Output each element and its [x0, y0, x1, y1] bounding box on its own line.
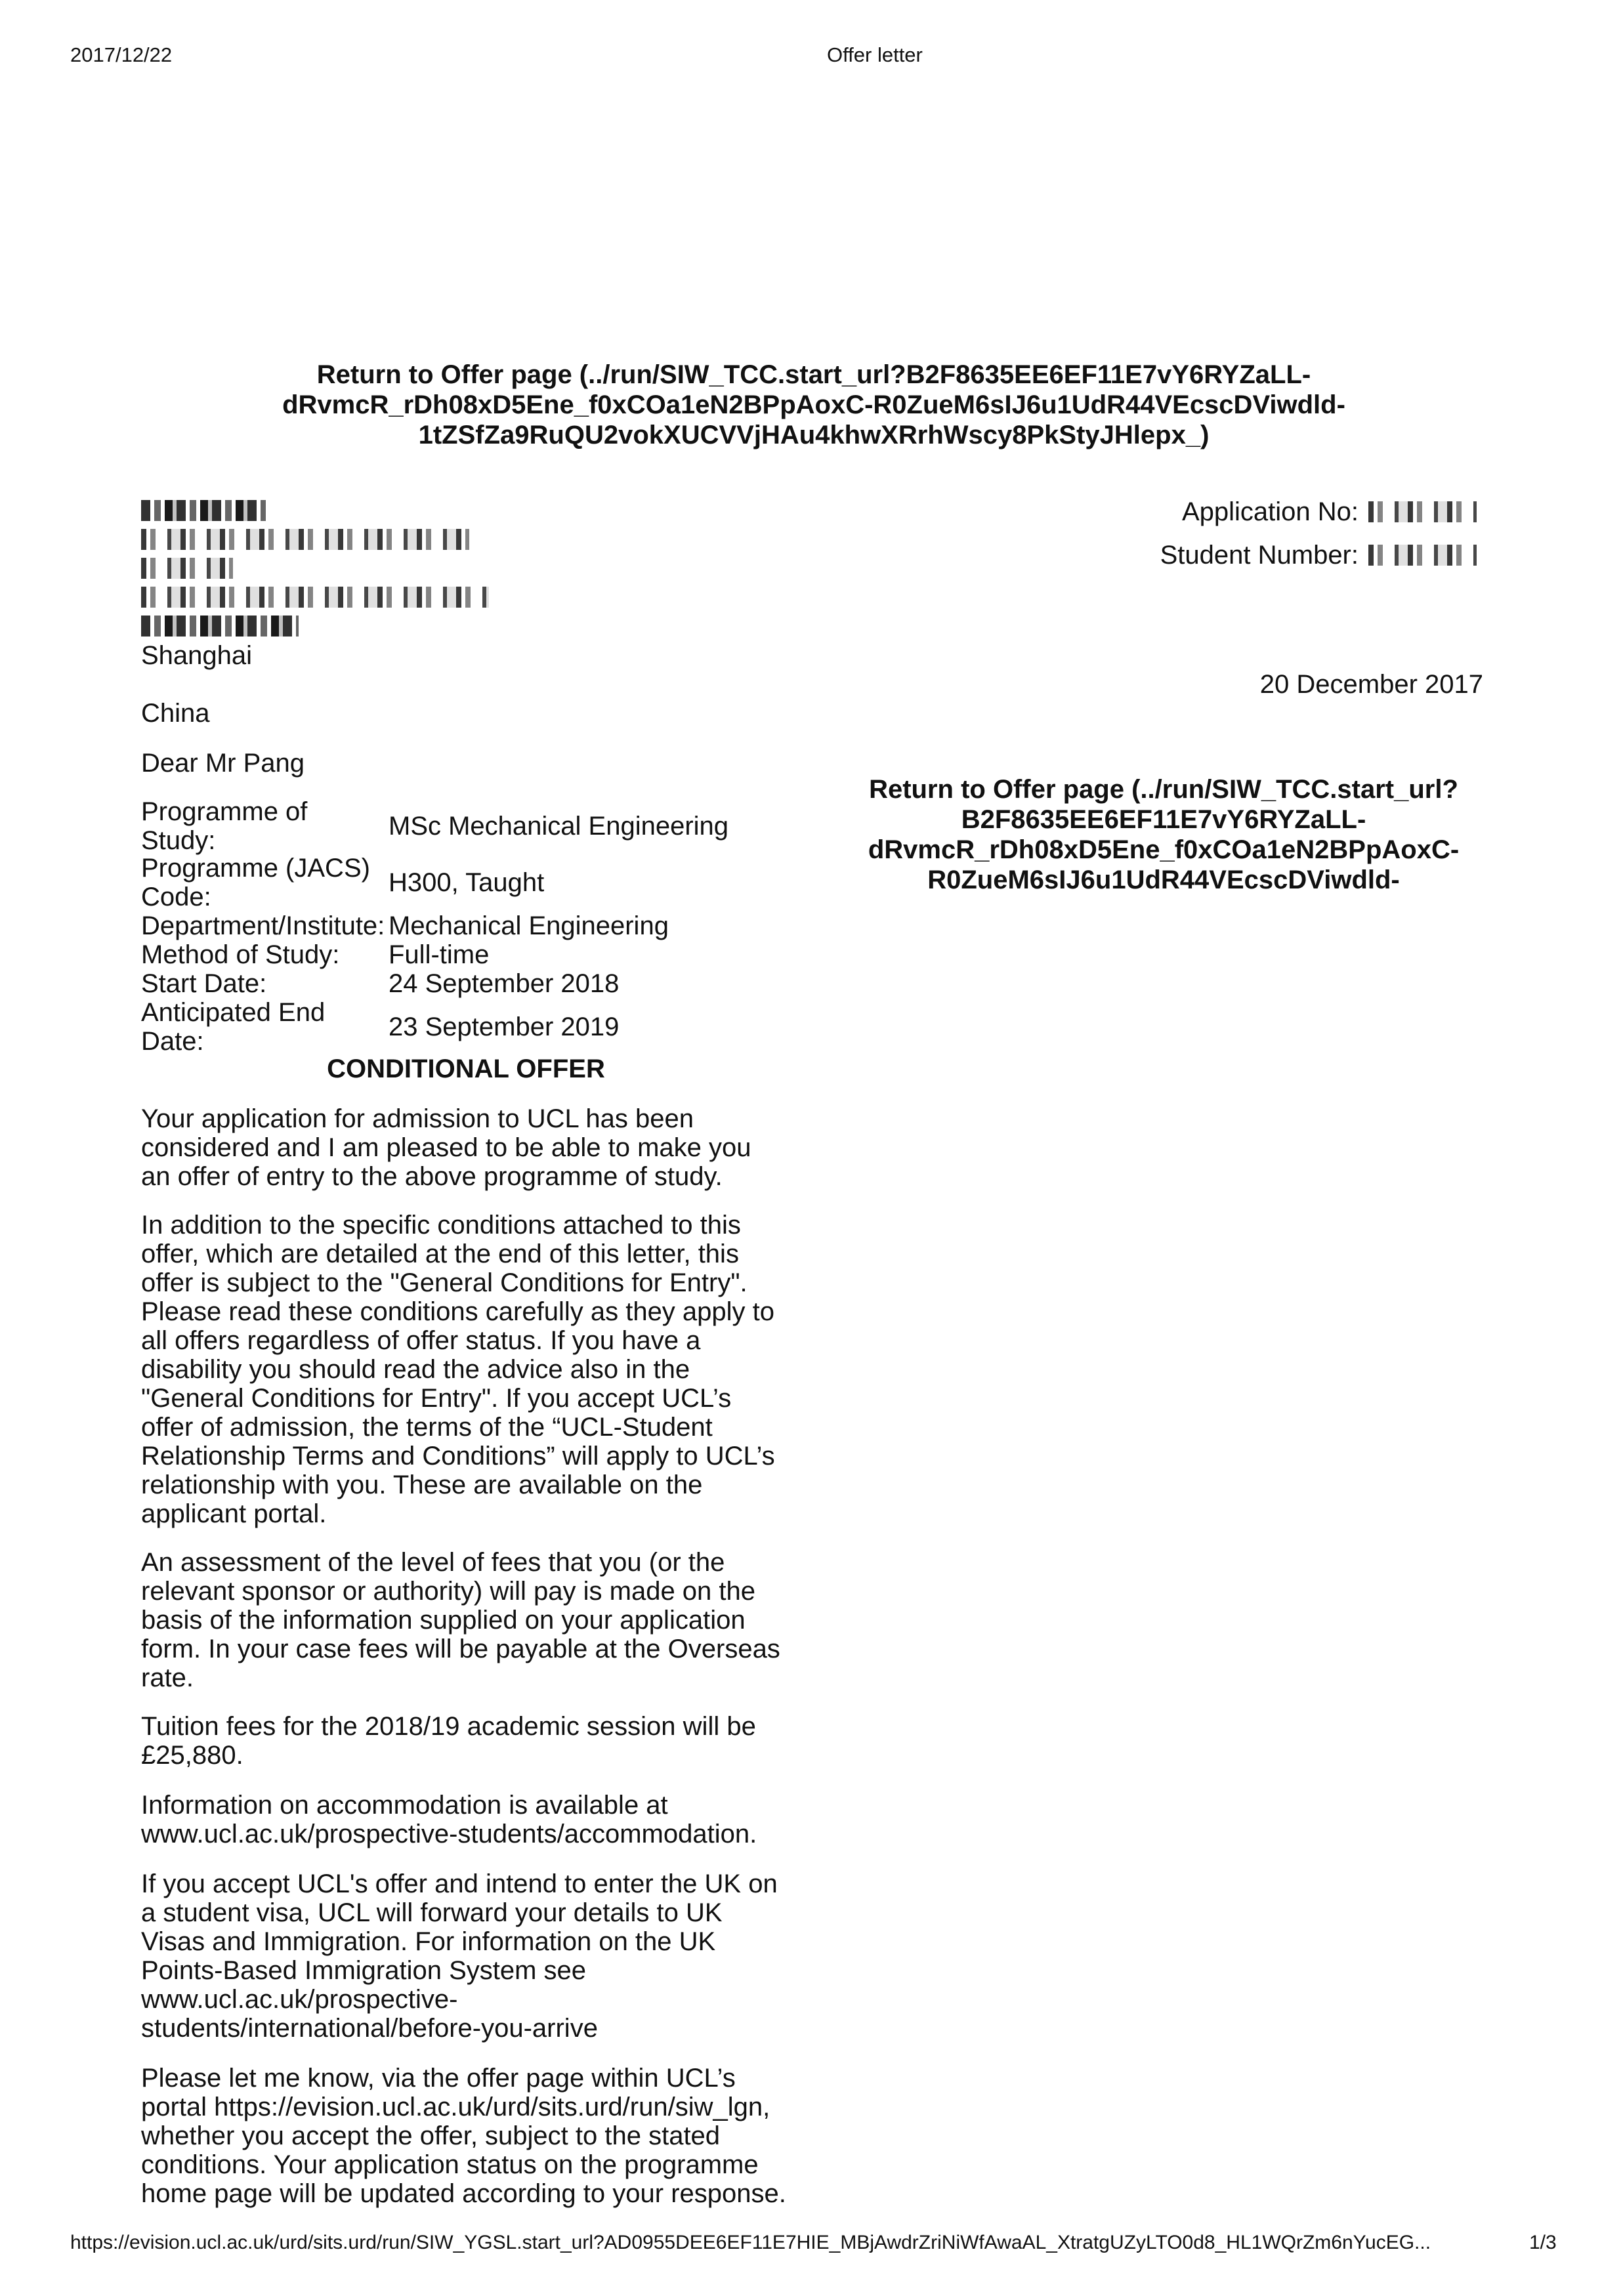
paragraph-line: disability you should read the advice also in the	[141, 1355, 690, 1384]
paragraph-intro	[141, 1104, 797, 1191]
redacted-address-line	[141, 616, 299, 637]
paragraph-line: Relationship Terms and Conditions” will apply to UCL’s	[141, 1442, 775, 1471]
paragraph-line: offer of admission, the terms of the “UCL-Student	[141, 1413, 713, 1442]
start-date-label	[141, 969, 384, 998]
label-line: Department/Institute:	[141, 911, 385, 940]
paragraph-line: home page will be updated according to your response.	[141, 2179, 786, 2208]
paragraph-line: all offers regardless of offer status. If you have a	[141, 1326, 701, 1355]
redacted-address-line	[141, 529, 469, 550]
paragraph-line: Tuition fees for the 2018/19 academic session will be	[141, 1712, 756, 1741]
paragraph-line: Visas and Immigration. For information on the UK	[141, 1927, 716, 1956]
page-number: 1/3	[1529, 2232, 1557, 2253]
return-link-line: dRvmcR_rDh08xD5Ene_f0xCOa1eN2BPpAoxC-	[868, 835, 1460, 864]
return-to-offer-link[interactable]	[223, 360, 1404, 450]
offer-heading: CONDITIONAL OFFER	[327, 1054, 605, 1083]
label-line: Method of Study:	[141, 940, 340, 969]
paragraph-line: £25,880.	[141, 1741, 243, 1770]
paragraph-accept-offer	[141, 2064, 797, 2208]
paragraph-line: students/international/before-you-arrive	[141, 2014, 598, 2043]
paragraph-fees-assessment	[141, 1548, 797, 1692]
label-line: Programme of	[141, 797, 308, 826]
label-line: Date:	[141, 1027, 204, 1056]
salutation: Dear Mr Pang	[141, 749, 305, 778]
paragraph-line: www.ucl.ac.uk/prospective-students/accommodation.	[141, 1820, 757, 1848]
paragraph-line: applicant portal.	[141, 1499, 327, 1528]
paragraph-visa	[141, 1869, 797, 2043]
return-link-line: dRvmcR_rDh08xD5Ene_f0xCOa1eN2BPpAoxC-R0ZueM6sIJ6u1UdR44VEcscDViwdld-	[282, 390, 1345, 419]
department-value: Mechanical Engineering	[389, 911, 669, 940]
address-city: Shanghai	[141, 641, 253, 670]
paragraph-line: www.ucl.ac.uk/prospective-	[141, 1985, 458, 2014]
method-label	[141, 940, 384, 969]
label-line: Anticipated End	[141, 998, 326, 1027]
application-number-label: Application No:	[1181, 497, 1359, 526]
return-to-offer-link-secondary[interactable]	[806, 774, 1521, 895]
paragraph-line: form. In your case fees will be payable at the Overseas	[141, 1635, 780, 1663]
paragraph-line: conditions. Your application status on the programme	[141, 2150, 759, 2179]
paragraph-line: an offer of entry to the above programme of study.	[141, 1162, 723, 1191]
paragraph-tuition-fees	[141, 1712, 797, 1770]
paragraph-line: Please read these conditions carefully as they apply to	[141, 1297, 775, 1326]
paragraph-conditions	[141, 1211, 797, 1528]
paragraph-line: rate.	[141, 1663, 194, 1692]
paragraph-line: basis of the information supplied on your application	[141, 1606, 746, 1635]
paragraph-line: Please let me know, via the offer page within UCL’s	[141, 2064, 736, 2093]
paragraph-line: relevant sponsor or authority) will pay is made on the	[141, 1577, 756, 1606]
paragraph-line: portal https://evision.ucl.ac.uk/urd/sits.urd/run/siw_lgn,	[141, 2093, 770, 2121]
print-date: 2017/12/22	[70, 43, 173, 66]
letter-date: 20 December 2017	[1259, 670, 1483, 699]
address-country: China	[141, 699, 210, 728]
programme-label	[141, 797, 384, 855]
paragraph-line: considered and I am pleased to be able to make you	[141, 1133, 751, 1162]
method-value: Full-time	[389, 940, 490, 969]
jacs-code-value: H300, Taught	[389, 868, 545, 897]
return-link-line: B2F8635EE6EF11E7vY6RYZaLL-	[961, 805, 1366, 834]
paragraph-accommodation	[141, 1791, 797, 1848]
paragraph-line: a student visa, UCL will forward your details to UK	[141, 1898, 723, 1927]
jacs-code-label	[141, 854, 384, 911]
print-title: Offer letter	[827, 43, 923, 66]
department-label	[141, 911, 384, 940]
label-line: Study:	[141, 826, 216, 855]
label-line: Programme (JACS)	[141, 854, 370, 883]
paragraph-line: Points-Based Immigration System see	[141, 1956, 587, 1985]
return-link-line: Return to Offer page (../run/SIW_TCC.start_url?	[869, 775, 1458, 804]
end-date-label	[141, 998, 384, 1056]
return-link-line: Return to Offer page (../run/SIW_TCC.start_url?B2F8635EE6EF11E7vY6RYZaLL-	[316, 360, 1311, 389]
paragraph-line: offer, which are detailed at the end of this letter, this	[141, 1240, 739, 1268]
programme-value: MSc Mechanical Engineering	[389, 812, 729, 841]
redacted-application-number	[1368, 501, 1477, 522]
redacted-address-line	[141, 587, 489, 608]
redacted-name	[141, 500, 266, 521]
paragraph-line: If you accept UCL's offer and intend to enter the UK on	[141, 1869, 778, 1898]
redacted-student-number	[1368, 545, 1477, 566]
paragraph-line: Information on accommodation is available at	[141, 1791, 668, 1820]
label-line: Code:	[141, 883, 211, 911]
paragraph-line: relationship with you. These are available on the	[141, 1471, 703, 1499]
redacted-address-line	[141, 558, 233, 579]
footer-url: https://evision.ucl.ac.uk/urd/sits.urd/run/SIW_YGSL.start_url?AD0955DEE6EF11E7HIE_MBjAwdrZriNiWfAwaAL_XtratgUZyLTO0d8_HL1WQrZm6nYucEG...	[70, 2232, 1431, 2253]
return-link-line: R0ZueM6sIJ6u1UdR44VEcscDViwdld-	[927, 866, 1400, 894]
start-date-value: 24 September 2018	[389, 969, 620, 998]
paragraph-line: offer is subject to the "General Conditions for Entry".	[141, 1268, 748, 1297]
paragraph-line: In addition to the specific conditions attached to this	[141, 1211, 741, 1240]
return-link-line: 1tZSfZa9RuQU2vokXUCVVjHAu4khwXRrhWscy8PkStyJHlepx_)	[418, 421, 1210, 449]
student-number-label: Student Number:	[1160, 541, 1359, 570]
label-line: Start Date:	[141, 969, 267, 998]
paragraph-line: whether you accept the offer, subject to the stated	[141, 2121, 721, 2150]
end-date-value: 23 September 2019	[389, 1012, 620, 1041]
paragraph-line: Your application for admission to UCL has been	[141, 1104, 694, 1133]
paragraph-line: An assessment of the level of fees that you (or the	[141, 1548, 725, 1577]
paragraph-line: "General Conditions for Entry". If you accept UCL’s	[141, 1384, 732, 1413]
